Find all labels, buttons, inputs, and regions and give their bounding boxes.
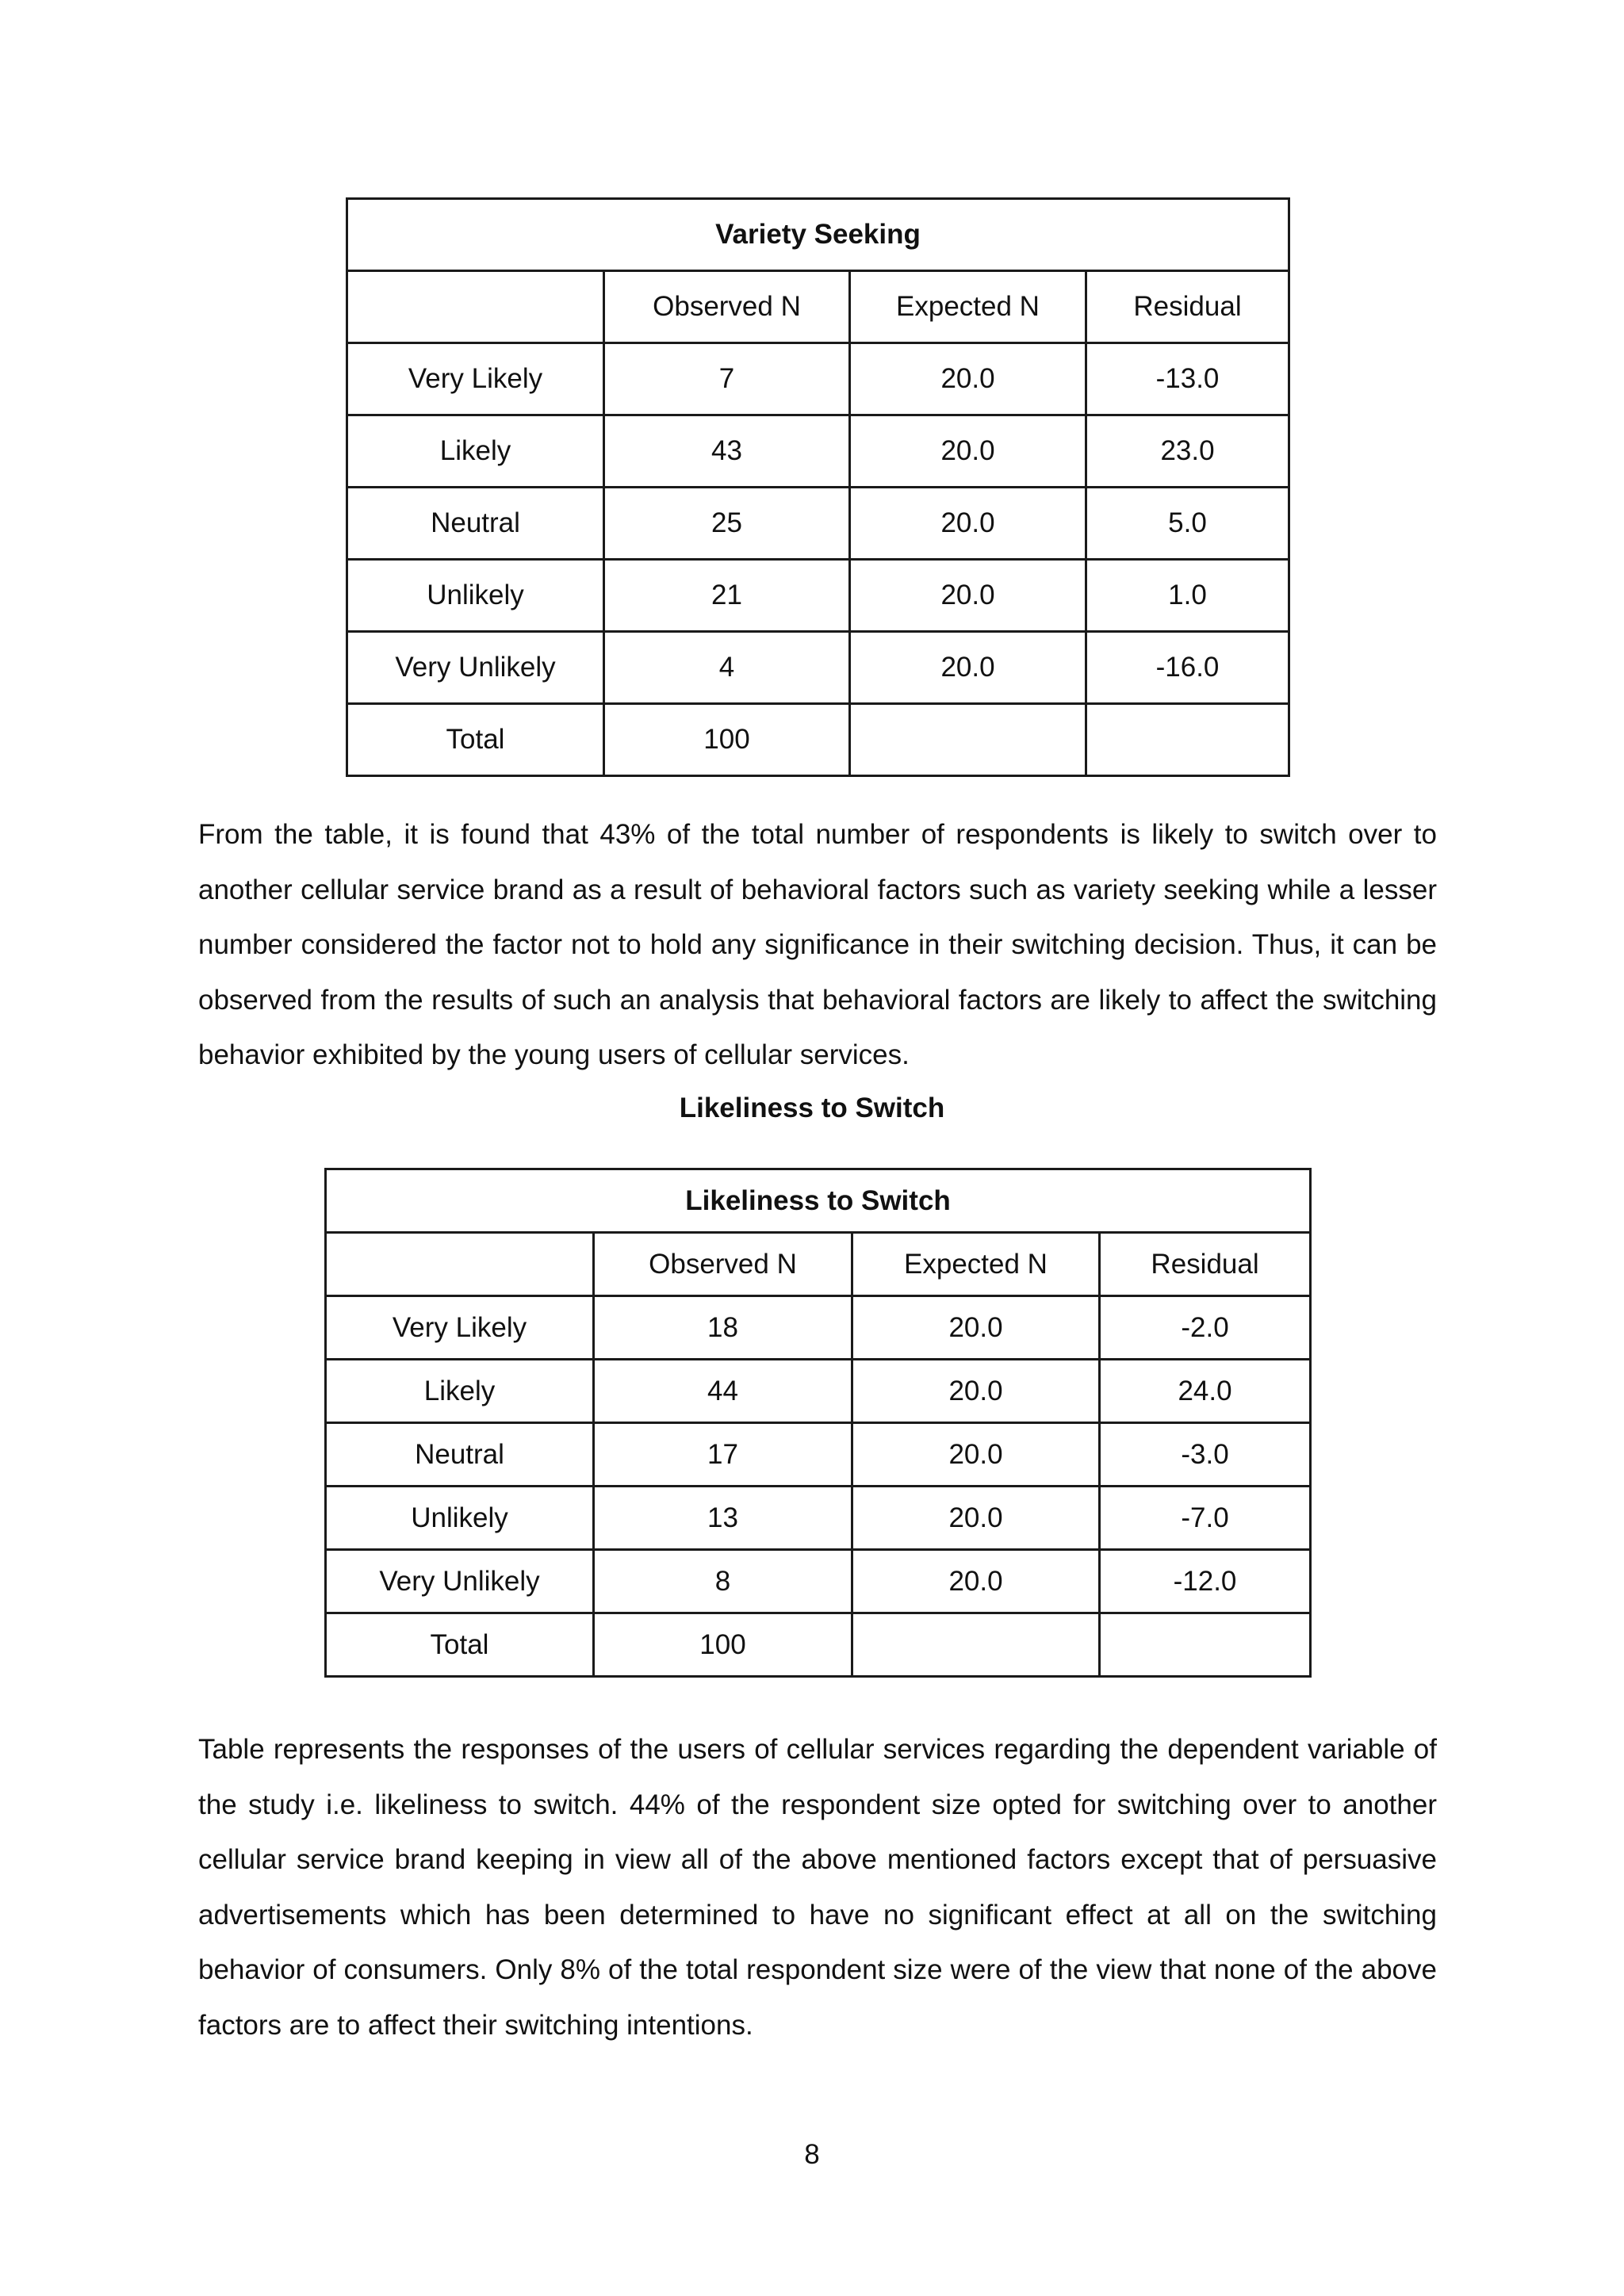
table-cell: 25 bbox=[604, 488, 850, 560]
section-heading: Likeliness to Switch bbox=[679, 1093, 945, 1123]
table-cell: 8 bbox=[594, 1550, 852, 1613]
column-header: Expected N bbox=[852, 1233, 1100, 1296]
body-paragraph: Table represents the responses of the users of cellular services regarding the dependent variable of the study i.e. likeliness to switch. 44% of the respondent size opted for switching over to another cellular service brand keeping in view all of the above mentioned factors except that of persuasive advertisements which has been determined to have no significant effect at all on the switching behavior of consumers. Only 8% of the total respondent size were of the view that none of the above factors are to affect their switching intentions. bbox=[198, 1734, 1437, 2041]
table-cell: 23.0 bbox=[1086, 415, 1289, 488]
table-cell bbox=[850, 704, 1086, 776]
column-header bbox=[347, 271, 604, 343]
table-cell: 18 bbox=[594, 1296, 852, 1360]
table-cell: 20.0 bbox=[852, 1550, 1100, 1613]
table-row bbox=[326, 1296, 1311, 1360]
table-cell: 20.0 bbox=[852, 1296, 1100, 1360]
table-cell: 20.0 bbox=[850, 632, 1086, 704]
table-cell: -12.0 bbox=[1100, 1550, 1311, 1613]
table-cell: 100 bbox=[604, 704, 850, 776]
table-cell: Unlikely bbox=[326, 1487, 594, 1550]
table-cell: Very Likely bbox=[326, 1296, 594, 1360]
table-total-row bbox=[326, 1613, 1311, 1677]
column-header: Residual bbox=[1100, 1233, 1311, 1296]
table-header-row bbox=[326, 1233, 1311, 1296]
table-cell: 20.0 bbox=[852, 1360, 1100, 1423]
likeliness-to-switch-table bbox=[324, 1168, 1312, 1678]
table-cell: 20.0 bbox=[850, 415, 1086, 488]
table-cell: Likely bbox=[347, 415, 604, 488]
table-cell: 20.0 bbox=[850, 488, 1086, 560]
table-row bbox=[326, 1550, 1311, 1613]
table-caption: Variety Seeking bbox=[347, 199, 1289, 271]
table-cell: 17 bbox=[594, 1423, 852, 1487]
body-paragraph: From the table, it is found that 43% of the total number of respondents is likely to switch over to another cellular service brand as a result of behavioral factors such as variety seeking while a lesser number considered the factor not to hold any significance in their switching decision. Thus, it can be observed from the results of such an analysis that behavioral factors are likely to affect the switching behavior exhibited by the young users of cellular services. bbox=[198, 819, 1437, 1070]
table-caption-row bbox=[347, 199, 1289, 271]
table-cell: Likely bbox=[326, 1360, 594, 1423]
table-cell: 5.0 bbox=[1086, 488, 1289, 560]
table-cell: 43 bbox=[604, 415, 850, 488]
table-cell: 4 bbox=[604, 632, 850, 704]
table-cell: -7.0 bbox=[1100, 1487, 1311, 1550]
table-cell bbox=[852, 1613, 1100, 1677]
table-cell: Total bbox=[347, 704, 604, 776]
table-cell: Neutral bbox=[347, 488, 604, 560]
table-cell: Neutral bbox=[326, 1423, 594, 1487]
table-cell: 44 bbox=[594, 1360, 852, 1423]
table-cell: 100 bbox=[594, 1613, 852, 1677]
table-total-row bbox=[347, 704, 1289, 776]
table-cell: 24.0 bbox=[1100, 1360, 1311, 1423]
table-cell: -16.0 bbox=[1086, 632, 1289, 704]
table-cell: Very Unlikely bbox=[326, 1550, 594, 1613]
table-cell: 20.0 bbox=[852, 1487, 1100, 1550]
table-row bbox=[326, 1423, 1311, 1487]
table-cell: 21 bbox=[604, 560, 850, 632]
table-cell: -2.0 bbox=[1100, 1296, 1311, 1360]
column-header: Residual bbox=[1086, 271, 1289, 343]
column-header: Observed N bbox=[594, 1233, 852, 1296]
column-header: Observed N bbox=[604, 271, 850, 343]
table-cell: Unlikely bbox=[347, 560, 604, 632]
page-number: 8 bbox=[804, 2139, 820, 2170]
table-cell: 20.0 bbox=[850, 560, 1086, 632]
table-cell: -3.0 bbox=[1100, 1423, 1311, 1487]
variety-seeking-table bbox=[346, 197, 1290, 777]
table-cell: Very Unlikely bbox=[347, 632, 604, 704]
table-cell: -13.0 bbox=[1086, 343, 1289, 415]
table-cell: 1.0 bbox=[1086, 560, 1289, 632]
table-caption: Likeliness to Switch bbox=[326, 1169, 1311, 1233]
table-caption-row bbox=[326, 1169, 1311, 1233]
table-cell: Total bbox=[326, 1613, 594, 1677]
table-row bbox=[347, 632, 1289, 704]
table-row bbox=[326, 1360, 1311, 1423]
table-cell: 20.0 bbox=[852, 1423, 1100, 1487]
column-header bbox=[326, 1233, 594, 1296]
table-cell bbox=[1100, 1613, 1311, 1677]
table-row bbox=[347, 488, 1289, 560]
table-row bbox=[347, 560, 1289, 632]
table-header-row bbox=[347, 271, 1289, 343]
table-row bbox=[347, 415, 1289, 488]
table-row bbox=[347, 343, 1289, 415]
table-cell: 13 bbox=[594, 1487, 852, 1550]
column-header: Expected N bbox=[850, 271, 1086, 343]
table-cell: 7 bbox=[604, 343, 850, 415]
table-cell: 20.0 bbox=[850, 343, 1086, 415]
table-row bbox=[326, 1487, 1311, 1550]
table-cell bbox=[1086, 704, 1289, 776]
table-cell: Very Likely bbox=[347, 343, 604, 415]
